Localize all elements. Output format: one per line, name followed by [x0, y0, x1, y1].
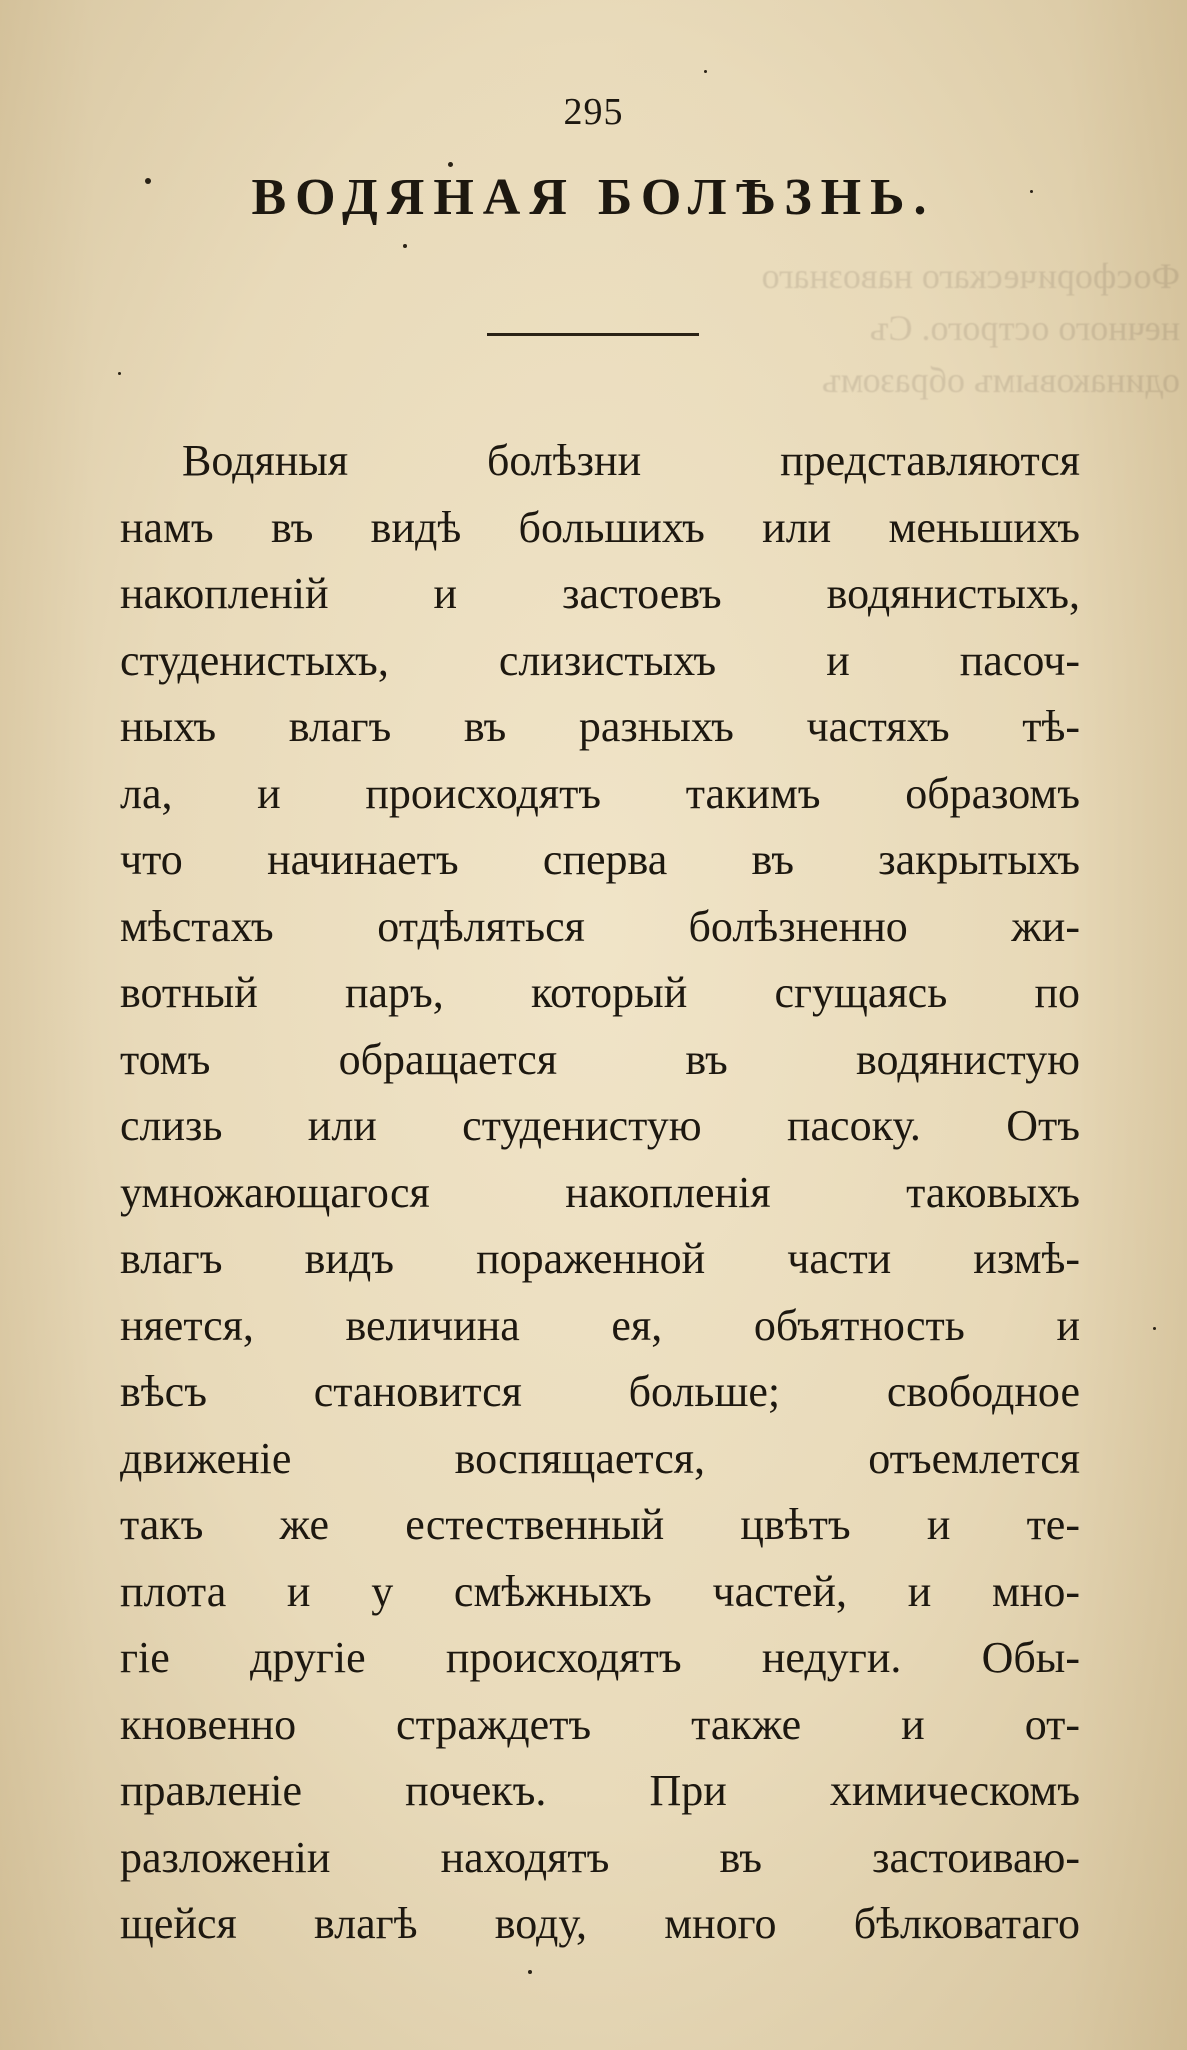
text-line: кновенно страждетъ также и от- [120, 1699, 1080, 1749]
text-line: движеніе воспящается, отъемлется [120, 1433, 1080, 1483]
paper-speck [448, 162, 453, 167]
text-line: Водяныя болѣзни представляются [182, 436, 1080, 485]
body-text [120, 428, 1080, 1958]
paper-speck [145, 178, 151, 184]
text-line: разложеніи находятъ въ застоиваю- [120, 1832, 1080, 1882]
text-line: слизь или студенистую пасоку. Отъ [120, 1101, 1080, 1150]
text-line: влагъ видъ пораженной части измѣ- [120, 1234, 1080, 1283]
paper-speck [528, 1970, 532, 1974]
text-line: ла, и происходятъ такимъ образомъ [120, 768, 1080, 818]
text-line: плота и у смѣжныхъ частей, и мно- [120, 1566, 1080, 1616]
text-line: вотный паръ, который сгущаясь по [120, 968, 1080, 1017]
paper-speck [118, 372, 121, 375]
text-line: мѣстахъ отдѣляться болѣзненно жи- [120, 901, 1080, 951]
paper-speck [1030, 190, 1033, 193]
text-line: такъ же естественный цвѣтъ и те- [120, 1500, 1080, 1549]
page-number: 295 [563, 91, 624, 133]
text-line: гіе другіе происходятъ недуги. Обы- [120, 1633, 1080, 1682]
text-line: студенистыхъ, слизистыхъ и пасоч- [120, 635, 1080, 685]
text-line: томъ обращается въ водянистую [120, 1034, 1080, 1084]
paper-speck [1153, 1327, 1156, 1330]
text-line: няется, величина ея, объятность и [120, 1300, 1080, 1350]
text-line: умножающагося накопленія таковыхъ [120, 1167, 1080, 1217]
text-line: намъ въ видѣ большихъ или меньшихъ [120, 502, 1080, 552]
title-divider [487, 333, 699, 336]
text-line: щейся влагѣ воду, много бѣлковатаго [120, 1899, 1080, 1948]
paper-speck [704, 70, 707, 73]
text-line: ныхъ влагъ въ разныхъ частяхъ тѣ- [120, 702, 1080, 751]
chapter-title: ВОДЯНАЯ БОЛѢЗНЬ. [251, 169, 936, 226]
text-line: правленіе почекъ. При химическомъ [120, 1766, 1080, 1815]
paper-speck [403, 244, 407, 248]
text-line: вѣсъ становится больше; свободное [120, 1367, 1080, 1416]
bleed-through-text: Фосфорическаго навознаго нечного острого. Съ одинаковымъ образомъ [761, 256, 1180, 400]
text-line: накопленій и застоевъ водянистыхъ, [120, 569, 1080, 618]
text-line: что начинаетъ сперва въ закрытыхъ [120, 835, 1080, 884]
